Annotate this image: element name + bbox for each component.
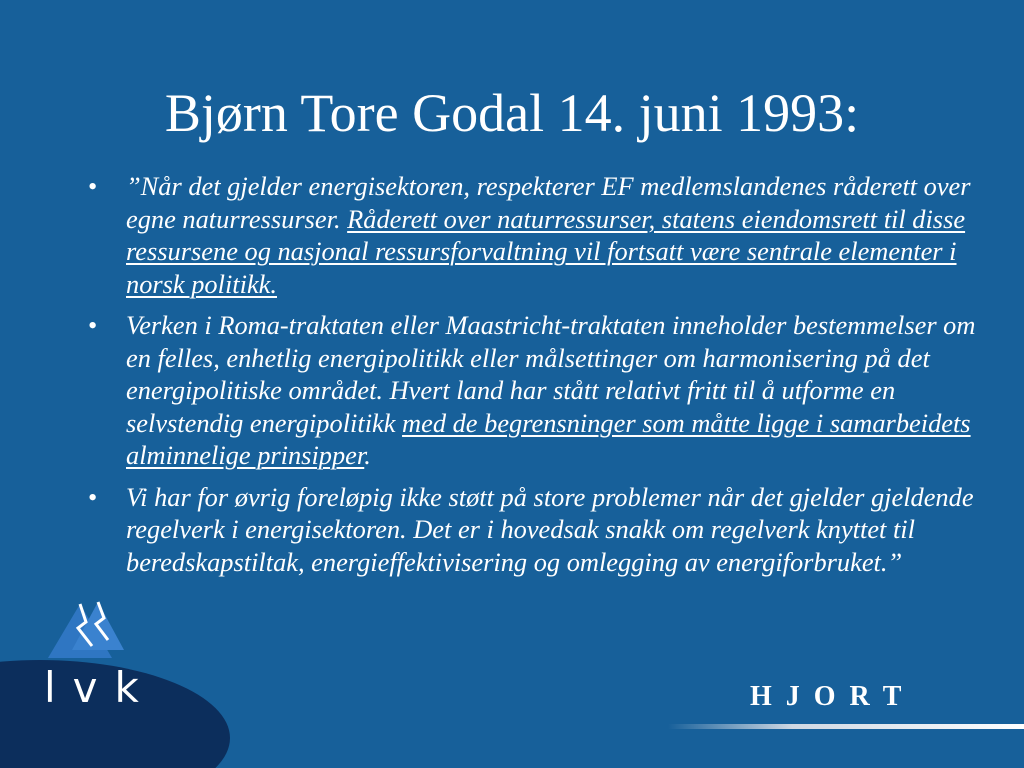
bullet-3-text: Vi har for øvrig foreløpig ikke støtt på store problemer når det gjelder gjeldende regelverk i energisektoren. Det er i hovedsak snakk om regelverk knyttet til beredskapstiltak, energieffektivisering og omlegging av energiforbruket.”: [126, 481, 974, 577]
bullet-list: [88, 170, 988, 587]
bullet-marker: •: [88, 481, 98, 512]
gradient-line-icon: [668, 723, 1024, 730]
bullet-marker: •: [88, 171, 98, 201]
bullet-item-1: [88, 170, 988, 300]
bullet-2-underlined-text: med de begrensninger som måtte ligge i samarbeidets alminnelige prinsipper: [126, 407, 971, 470]
hjort-logo-text: HJORT: [750, 681, 916, 712]
bullet-item-3: [88, 481, 988, 579]
bullet-2-trailing-text: .: [364, 440, 371, 470]
bullet-1-underlined-text: Råderett over naturressurser, statens eiendomsrett til disse ressursene og nasjonal ressursforvaltning vil fortsatt være sentrale elementer i norsk politikk.: [126, 203, 966, 299]
bullet-item-2: [88, 309, 988, 472]
mountain-icon: [48, 602, 124, 658]
slide-title: Bjørn Tore Godal 14. juni 1993:: [164, 83, 860, 143]
bullet-1-text: ”Når det gjelder energisektoren, respekterer EF medlemslandenes råderett over egne naturressurser.: [126, 171, 971, 234]
bullet-2-text: Verken i Roma-traktaten eller Maastricht-traktaten inneholder bestemmelser om en felles, enhetlig energipolitikk eller målsettinger om harmonisering på det energipolitiske området. Hvert land har stått relativt fritt til å utforme en selvstendig energipolitikk: [126, 310, 976, 438]
bullet-marker: •: [88, 310, 98, 340]
lvk-logo-text: lvk: [44, 663, 156, 712]
